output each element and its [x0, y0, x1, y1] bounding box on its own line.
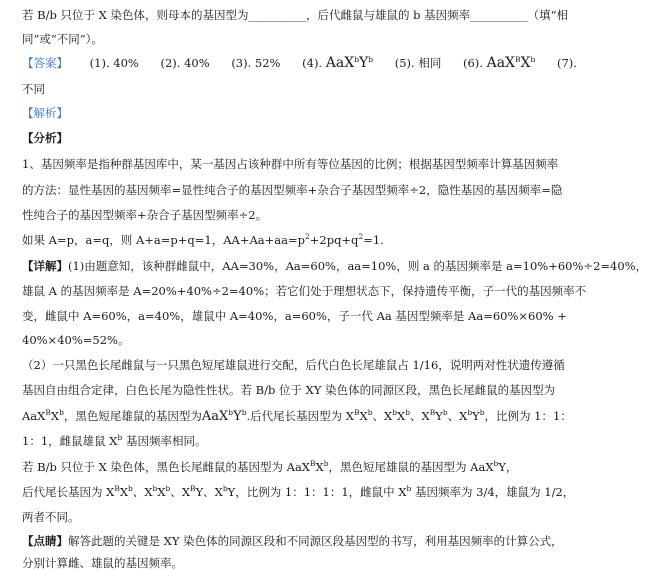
- answer-item: (7).: [556, 56, 577, 70]
- answer-item: (5). 相同: [394, 56, 442, 70]
- genotype-line: 后代尾长基因为 $X^BX^b$、$X^bX^b$、$X^BY$、$X^bY$，比例为 1：1：1：1，雌鼠中 $X^b$ 基因频率为 3/4，雄鼠为 1/2，: [22, 484, 575, 499]
- body-text-line: 40%×40%=52%。: [22, 333, 130, 347]
- answer-item: (2). 40%: [160, 56, 210, 70]
- answer-continuation: 不同: [22, 82, 45, 96]
- body-text-line: 基因自由组合定律，白色长尾为隐性性状。若 B/b 位于 XY 染色体的同源区段，黑色长尾雌鼠的基因型为: [22, 383, 556, 397]
- question-text-line: 同”或“不同”）。: [22, 32, 103, 46]
- body-text-line: 性纯合子的基因型频率+杂合子基因型频率÷2。: [22, 208, 268, 222]
- section-header: 【分析】: [22, 131, 68, 145]
- body-text-line: 两者不同。: [22, 510, 80, 524]
- genotype-line: $AaX^BX^b$，黑色短尾雄鼠的基因型为$AaX^bY^b$.后代尾长基因型为 $X^BX^b$、$X^bX^b$、$X^BY^b$、$X^bY^b$，比例为 1：1：: [22, 408, 572, 424]
- body-text-line: （2）一只黑色长尾雌鼠与一只黑色短尾雄鼠进行交配，后代白色长尾雄鼠占 1/16，说明两对性状遗传遵循: [22, 358, 565, 372]
- genotype-line: 若 B/b 只位于 X 染色体，黑色长尾雌鼠的基因型为 $AaX^BX^b$，黑色短尾雄鼠的基因型为 AaX$^b$Y，: [22, 459, 518, 474]
- detail-line: 【详解】(1)由题意知，该种群雌鼠中，AA=30%，Aa=60%，aa=10%，则 a 的基因频率是 a=10%+60%÷2=40%，: [22, 259, 647, 273]
- body-text-line: 雄鼠 A 的基因频率是 A=20%+40%÷2=40%；若它们处于理想状态下，保持遗传平衡，子一代的基因频率不: [22, 284, 587, 298]
- detail-tag: 【详解】: [22, 259, 68, 273]
- question-text-line: 若 B/b 只位于 X 染色体，则母本的基因型为__________，后代雌鼠与雄鼠的 b 基因频率__________（填“相: [22, 8, 569, 22]
- answer-line: [22, 55, 577, 71]
- body-text-line: 变，雌鼠中 A=60%，a=40%，雄鼠中 A=40%，a=60%，子一代 Aa 基因型频率是 Aa=60%×60% +: [22, 309, 567, 323]
- body-text-line: 1、基因频率是指种群基因库中，某一基因占该种群中所有等位基因的比例；根据基因型频率计算基因频率: [22, 157, 559, 171]
- tip-tag: 【点睛】: [22, 534, 68, 548]
- tip-line: 【点睛】解答此题的关键是 XY 染色体的同源区段和不同源区段基因型的书写，利用基因频率的计算公式，: [22, 534, 563, 548]
- answer-item: (4).: [302, 56, 323, 70]
- body-text-line: 1：1，雌鼠雄鼠 $X^b$ 基因频率相同。: [22, 433, 207, 448]
- answer-item: (6).: [462, 56, 483, 70]
- answer-genotype: $AaX^BX^b$: [486, 55, 536, 71]
- analysis-header: 【解析】: [22, 106, 68, 120]
- body-text-line: 分别计算雌、雄鼠的基因频率。: [22, 556, 183, 570]
- answer-item: (1). 40%: [89, 56, 139, 70]
- answer-item: (3). 52%: [231, 56, 281, 70]
- answer-tag: 【答案】: [22, 56, 68, 70]
- body-text-line: 的方法：显性基因的基因频率=显性纯合子的基因型频率+杂合子基因型频率÷2，隐性基因的基因频率=隐: [22, 183, 563, 197]
- formula-line: 如果 A=p，a=q，则 A+a=p+q=1，$AA+Aa+aa=p^2+2pq+q^2=1$.: [22, 232, 384, 247]
- answer-genotype: $AaX^bY^b$: [325, 55, 374, 71]
